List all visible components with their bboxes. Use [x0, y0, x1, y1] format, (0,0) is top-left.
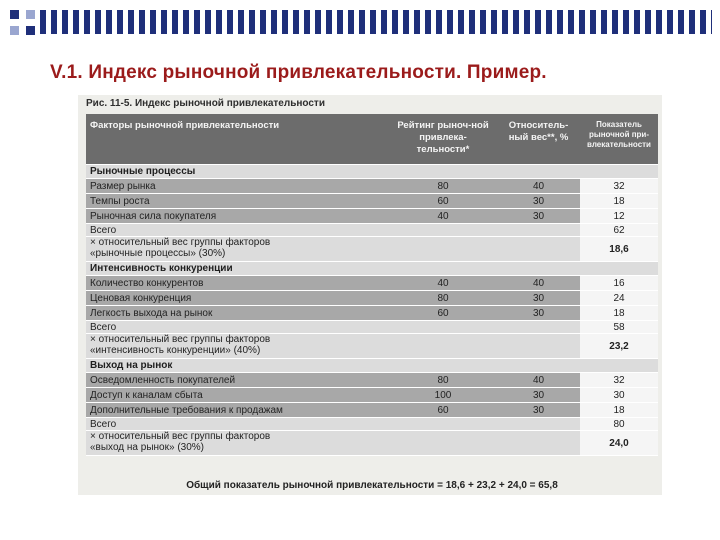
score-cell: 18	[580, 403, 658, 418]
weight-cell: 30	[497, 403, 580, 418]
group-total-row	[86, 418, 658, 431]
factor-cell: Ценовая конкуренция	[86, 291, 389, 306]
group-total-row	[86, 224, 658, 237]
rating-cell: 100	[389, 388, 497, 403]
total-score: 58	[580, 321, 658, 334]
factor-cell: Легкость выхода на рынок	[86, 306, 389, 321]
empty-cell	[497, 224, 580, 237]
group-name: Рыночные процессы	[86, 165, 658, 179]
rating-cell: 60	[389, 403, 497, 418]
weight-label-line1: × относительный вес группы факторов	[90, 431, 271, 442]
rating-cell: 60	[389, 194, 497, 209]
score-cell: 32	[580, 373, 658, 388]
weight-label	[86, 334, 389, 359]
empty-cell	[497, 418, 580, 431]
empty-cell	[389, 321, 497, 334]
factor-cell: Количество конкурентов	[86, 276, 389, 291]
figure-caption: Рис. 11-5. Индекс рыночной привлекательности	[86, 98, 325, 109]
table-row	[86, 373, 658, 388]
weight-label-line1: × относительный вес группы факторов	[90, 334, 271, 345]
weighted-score: 24,0	[580, 431, 658, 456]
weight-label-line2: «выход на рынок» (30%)	[90, 442, 204, 453]
weight-label-line2: «интенсивность конкуренции» (40%)	[90, 345, 261, 356]
table-header-row	[86, 114, 658, 165]
weight-cell: 40	[497, 179, 580, 194]
score-cell: 18	[580, 306, 658, 321]
total-label: Всего	[86, 224, 389, 237]
weight-label-line2: «рыночные процессы» (30%)	[90, 248, 226, 259]
rating-cell: 80	[389, 373, 497, 388]
weight-cell: 30	[497, 194, 580, 209]
slide-title: V.1. Индекс рыночной привлекательности. Пример.	[50, 62, 547, 83]
empty-cell	[389, 431, 497, 456]
rating-cell: 80	[389, 179, 497, 194]
header-stripe-bar	[40, 10, 712, 34]
score-cell: 30	[580, 388, 658, 403]
table-row	[86, 388, 658, 403]
rating-cell: 60	[389, 306, 497, 321]
table-row	[86, 194, 658, 209]
header-rating: Рейтинг рыноч-ной привлека-тельности*	[389, 114, 497, 165]
score-cell: 16	[580, 276, 658, 291]
empty-cell	[497, 431, 580, 456]
group-name: Интенсивность конкуренции	[86, 262, 658, 276]
total-score: 80	[580, 418, 658, 431]
group-total-row	[86, 321, 658, 334]
table-row	[86, 291, 658, 306]
total-label: Всего	[86, 418, 389, 431]
factor-cell: Доступ к каналам сбыта	[86, 388, 389, 403]
empty-cell	[389, 334, 497, 359]
weighted-score: 23,2	[580, 334, 658, 359]
header-score: Показатель рыночной при-влекательности	[580, 114, 658, 165]
weight-cell: 30	[497, 306, 580, 321]
weight-cell: 30	[497, 291, 580, 306]
factor-cell: Темпы роста	[86, 194, 389, 209]
table-row	[86, 209, 658, 224]
weight-label	[86, 431, 389, 456]
total-score: 62	[580, 224, 658, 237]
factor-cell: Рыночная сила покупателя	[86, 209, 389, 224]
header-factors: Факторы рыночной привлекательности	[86, 114, 389, 165]
rating-cell: 40	[389, 209, 497, 224]
weight-cell: 40	[497, 373, 580, 388]
weight-cell: 40	[497, 276, 580, 291]
group-header-row	[86, 165, 658, 179]
empty-cell	[497, 334, 580, 359]
empty-cell	[389, 418, 497, 431]
total-label: Всего	[86, 321, 389, 334]
header-weight: Относитель-ный вес**, %	[497, 114, 580, 165]
rating-cell: 80	[389, 291, 497, 306]
group-header-row	[86, 262, 658, 276]
group-weight-row	[86, 237, 658, 262]
table-row	[86, 179, 658, 194]
group-name: Выход на рынок	[86, 359, 658, 373]
weight-label	[86, 237, 389, 262]
score-cell: 24	[580, 291, 658, 306]
empty-cell	[497, 237, 580, 262]
table-row	[86, 306, 658, 321]
total-formula: Общий показатель рыночной привлекательности = 18,6 + 23,2 + 24,0 = 65,8	[186, 480, 558, 491]
empty-cell	[497, 321, 580, 334]
table-row	[86, 403, 658, 418]
weight-cell: 30	[497, 388, 580, 403]
score-cell: 18	[580, 194, 658, 209]
weight-cell: 30	[497, 209, 580, 224]
factor-cell: Размер рынка	[86, 179, 389, 194]
attractiveness-table	[86, 114, 658, 456]
weight-label-line1: × относительный вес группы факторов	[90, 237, 271, 248]
score-cell: 32	[580, 179, 658, 194]
group-weight-row	[86, 431, 658, 456]
rating-cell: 40	[389, 276, 497, 291]
score-cell: 12	[580, 209, 658, 224]
empty-cell	[389, 224, 497, 237]
group-header-row	[86, 359, 658, 373]
factor-cell: Дополнительные требования к продажам	[86, 403, 389, 418]
factor-cell: Осведомленность покупателей	[86, 373, 389, 388]
weighted-score: 18,6	[580, 237, 658, 262]
group-weight-row	[86, 334, 658, 359]
empty-cell	[389, 237, 497, 262]
table-row	[86, 276, 658, 291]
